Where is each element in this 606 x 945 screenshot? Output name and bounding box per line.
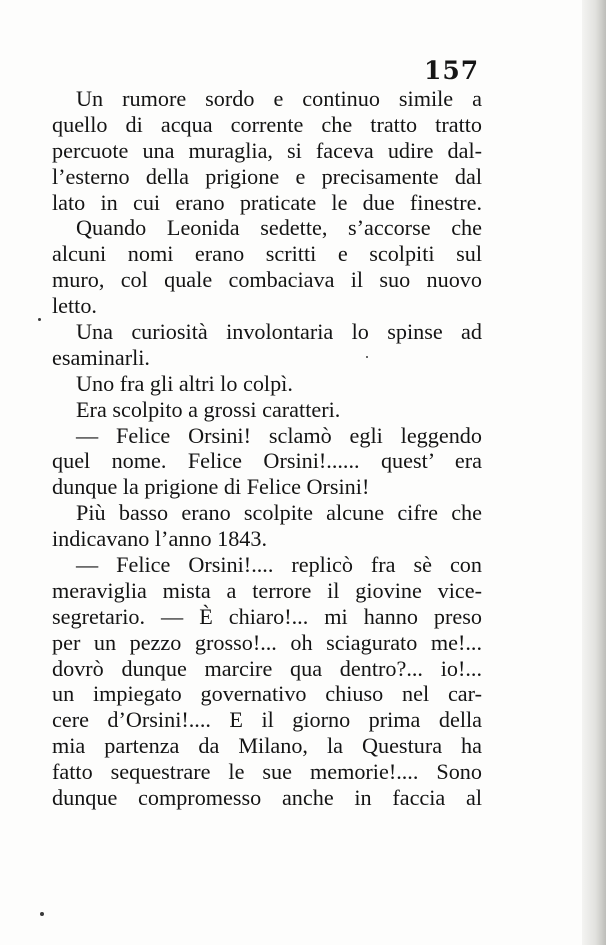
body-text bbox=[52, 86, 482, 811]
text-line: mia partenza da Milano, la Questura ha bbox=[52, 733, 482, 759]
text-line: Era scolpito a grossi caratteri. bbox=[76, 396, 341, 422]
text-line: lato in cui erano praticate le due finestre. bbox=[52, 189, 482, 215]
ink-speck bbox=[38, 318, 41, 321]
text-line: Un rumore sordo e continuo simile a bbox=[76, 86, 482, 111]
text-line: per un pezzo grosso!... oh sciagurato me!... bbox=[52, 629, 482, 655]
text-line: Più basso erano scolpite alcune cifre che bbox=[76, 500, 482, 526]
text-line: indicavano l’anno 1843. bbox=[52, 526, 268, 552]
ink-speck bbox=[40, 912, 44, 916]
text-line: dovrò dunque marcire qua dentro?... io!... bbox=[52, 655, 482, 681]
text-line: muro, col quale combaciava il suo nuovo bbox=[52, 267, 482, 293]
text-line: Una curiosità involontaria lo spinse ad bbox=[76, 319, 482, 345]
text-line: — Felice Orsini!.... replicò fra sè con bbox=[76, 552, 482, 578]
text-line: meraviglia mista a terrore il giovine vice- bbox=[52, 577, 482, 603]
text-line: Uno fra gli altri lo colpì. bbox=[76, 370, 293, 396]
text-line: cere d’Orsini!.... E il giorno prima della bbox=[52, 707, 482, 733]
text-line: esaminarli. bbox=[52, 344, 150, 370]
ink-speck bbox=[366, 356, 368, 358]
text-line: segretario. — È chiaro!... mi hanno preso bbox=[52, 603, 482, 629]
text-line: un impiegato governativo chiuso nel car- bbox=[52, 681, 482, 707]
text-line: letto. bbox=[52, 293, 97, 319]
page-number: 157 bbox=[424, 56, 480, 85]
text-line: dunque compromesso anche in faccia al bbox=[52, 785, 482, 811]
text-line: fatto sequestrare le sue memorie!.... Sono bbox=[52, 759, 482, 785]
text-line: alcuni nomi erano scritti e scolpiti sul bbox=[52, 241, 482, 267]
text-line: quello di acqua corrente che tratto tratto bbox=[52, 111, 482, 137]
text-line: l’esterno della prigione e precisamente dal bbox=[52, 163, 482, 189]
text-line: — Felice Orsini! sclamò egli leggendo bbox=[76, 422, 482, 448]
text-line: quel nome. Felice Orsini!...... quest’ era bbox=[52, 448, 482, 474]
text-line: percuote una muraglia, si faceva udire dal- bbox=[52, 137, 482, 163]
text-line: Quando Leonida sedette, s’accorse che bbox=[76, 215, 482, 241]
text-line: dunque la prigione di Felice Orsini! bbox=[52, 474, 370, 500]
page-edge-shadow bbox=[582, 0, 606, 945]
